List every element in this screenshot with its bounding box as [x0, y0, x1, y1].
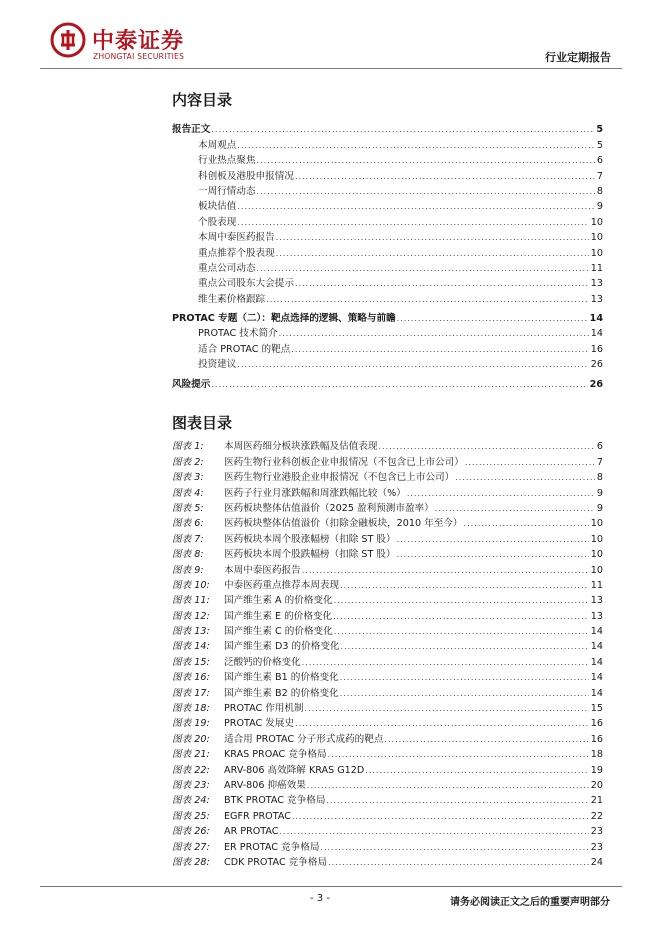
figure-entry-number: 图表 22:: [172, 764, 210, 776]
toc-leader-dots: [407, 488, 595, 500]
figure-entry-label: ARV-806 高效降解 KRAS G12D: [224, 764, 365, 776]
toc-entry-page: 26: [589, 378, 603, 390]
toc-leader-dots: [340, 672, 589, 684]
figure-entry-page: 14: [590, 626, 603, 638]
toc-entry-label: 一周行情动态: [198, 185, 256, 197]
figure-entry[interactable]: [172, 530, 603, 545]
figure-entry-number: 图表 6:: [172, 518, 204, 530]
toc-entry[interactable]: [172, 167, 603, 182]
figure-entry-number: 图表 18:: [172, 703, 210, 715]
toc-leader-dots: [340, 580, 589, 592]
figure-entry-label: ARV-806 抑癌效果: [224, 779, 306, 791]
figure-entry-page: 13: [590, 610, 603, 622]
toc-leader-dots: [328, 749, 589, 761]
toc-leader-dots: [279, 328, 589, 340]
toc-entry-page: 5: [596, 139, 603, 151]
figure-entry-label: 中泰医药重点推荐本周表现: [224, 579, 340, 591]
figure-entry[interactable]: [172, 761, 603, 776]
figure-entry[interactable]: [172, 777, 603, 792]
toc-entry-label: 本周中泰医药报告: [198, 232, 275, 244]
figure-entry-page: 14: [590, 641, 603, 653]
figure-entry-page: 23: [590, 841, 603, 853]
figure-entry-page: 16: [590, 718, 603, 730]
figure-entry-page: 21: [590, 795, 603, 807]
figure-entry-page: 9: [596, 502, 603, 514]
figure-entry-number: 图表 4:: [172, 487, 204, 499]
figure-entry-number: 图表 12:: [172, 610, 210, 622]
toc-entry[interactable]: [172, 375, 603, 390]
toc-entry-page: 26: [590, 359, 603, 371]
toc-entry[interactable]: [172, 244, 603, 259]
figure-entry[interactable]: [172, 653, 603, 668]
figure-entry-page: 14: [590, 687, 603, 699]
figure-entry[interactable]: [172, 730, 603, 745]
toc-leader-dots: [341, 641, 589, 653]
toc-entry-page: 14: [589, 313, 603, 325]
header-divider: [40, 68, 622, 69]
figure-entry-page: 10: [590, 518, 603, 530]
toc-leader-dots: [295, 278, 589, 290]
toc-entry-label: 板块估值: [198, 201, 237, 213]
figure-entry-label: PROTAC 作用机制: [224, 703, 304, 715]
figure-entry-label: 医药板块整体估值溢价（扣除金融板块，2010 年至今）: [224, 518, 463, 530]
toc-entry[interactable]: [172, 213, 603, 228]
toc-entry-page: 5: [596, 124, 603, 136]
figure-entry-page: 15: [590, 703, 603, 715]
figure-entry-number: 图表 27:: [172, 841, 210, 853]
toc-leader-dots: [237, 217, 588, 229]
toc-entry[interactable]: [172, 325, 603, 340]
figure-entry-number: 图表 23:: [172, 779, 210, 791]
figure-entry[interactable]: [172, 469, 603, 484]
figure-entry-page: 13: [590, 595, 603, 607]
toc-leader-dots: [257, 263, 589, 275]
toc-leader-dots: [292, 811, 589, 823]
figure-entry-label: EGFR PROTAC: [224, 810, 291, 822]
figure-entry-number: 图表 26:: [172, 826, 210, 838]
toc-leader-dots: [334, 626, 589, 638]
toc-entry[interactable]: [172, 183, 603, 198]
figures-list: [172, 438, 603, 869]
toc-entry-label: 重点公司动态: [198, 262, 256, 274]
figure-entry-label: 医药生物行业科创板企业申报情况（不包含已上市公司）: [224, 456, 464, 468]
toc-leader-dots: [320, 842, 588, 854]
toc-leader-dots: [333, 611, 589, 623]
figures-title: 图表目录: [172, 414, 233, 432]
toc-entry-label: 适合 PROTAC 的靶点: [198, 343, 291, 355]
figure-entry-page: 23: [590, 826, 603, 838]
toc-entry-label: 本周观点: [198, 139, 237, 151]
toc-entry-page: 11: [590, 262, 603, 274]
toc-leader-dots: [465, 457, 595, 469]
figure-entry-page: 10: [590, 549, 603, 561]
toc-leader-dots: [237, 140, 595, 152]
figure-entry[interactable]: [172, 669, 603, 684]
toc-entry-label: PROTAC 专题（二）：靶点选择的逻辑、策略与前瞻: [172, 313, 396, 325]
toc-entry[interactable]: [172, 152, 603, 167]
toc-leader-dots: [237, 359, 588, 371]
toc-leader-dots: [435, 503, 595, 515]
toc-entry-page: 13: [590, 293, 603, 305]
figure-entry-label: 泛酸钙的价格变化: [224, 656, 301, 668]
figure-entry-page: 14: [590, 656, 603, 668]
toc-leader-dots: [302, 565, 589, 577]
toc-leader-dots: [237, 201, 595, 213]
figure-entry-page: 6: [596, 441, 603, 453]
logo-text-en: ZHONGTAI SECURITIES: [93, 52, 185, 61]
toc-entry-page: 13: [590, 278, 603, 290]
figure-entry-page: 14: [590, 672, 603, 684]
toc-leader-dots: [397, 534, 589, 546]
figure-entry-page: 19: [590, 764, 603, 776]
figure-entry[interactable]: [172, 792, 603, 807]
figure-entry-label: 国产维生素 E 的价格变化: [224, 610, 333, 622]
figure-entry[interactable]: [172, 700, 603, 715]
toc-leader-dots: [384, 734, 588, 746]
figure-entry[interactable]: [172, 561, 603, 576]
toc-entry-page: 9: [596, 201, 603, 213]
toc-leader-dots: [302, 657, 589, 669]
toc-leader-dots: [291, 344, 589, 356]
figure-entry-label: AR PROTAC: [224, 826, 279, 838]
toc-leader-dots: [266, 294, 589, 306]
toc-entry-label: PROTAC 技术简介: [198, 328, 278, 340]
toc-leader-dots: [397, 313, 588, 325]
toc-leader-dots: [276, 232, 589, 244]
figure-entry-label: CDK PROTAC 竞争格局: [224, 856, 328, 868]
toc-entry-page: 10: [590, 216, 603, 228]
figure-entry[interactable]: [172, 607, 603, 622]
figure-entry-number: 图表 19:: [172, 718, 210, 730]
toc-entry[interactable]: [172, 340, 603, 355]
figure-entry-number: 图表 7:: [172, 533, 204, 545]
toc-entry-label: 风险提示: [172, 378, 211, 390]
figure-entry-label: 医药板块本周个股跌幅榜（扣除 ST 股）: [224, 549, 396, 561]
toc-entry-page: 10: [590, 232, 603, 244]
toc-entry[interactable]: [172, 229, 603, 244]
figure-entry-number: 图表 8:: [172, 549, 204, 561]
figure-entry-number: 图表 1:: [172, 441, 204, 453]
figure-entry[interactable]: [172, 453, 603, 468]
figure-entry[interactable]: [172, 546, 603, 561]
page-header: [0, 0, 662, 70]
toc-leader-dots: [365, 765, 589, 777]
toc-entry[interactable]: [172, 121, 603, 136]
figure-entry-label: 本周医药细分板块涨跌幅及估值表现: [224, 441, 378, 453]
toc-entry-page: 16: [590, 343, 603, 355]
figure-entry[interactable]: [172, 438, 603, 453]
toc-entry-label: 重点公司股东大会提示: [198, 278, 294, 290]
figure-entry[interactable]: [172, 484, 603, 499]
figure-entry-number: 图表 13:: [172, 626, 210, 638]
figure-entry[interactable]: [172, 515, 603, 530]
figure-entry[interactable]: [172, 500, 603, 515]
figure-entry-label: 医药板块整体估值溢价（2025 盈利预测市盈率）: [224, 502, 434, 514]
figure-entry-page: 10: [590, 564, 603, 576]
figure-entry-page: 8: [596, 472, 603, 484]
figure-entry-label: BTK PROTAC 竞争格局: [224, 795, 326, 807]
figure-entry-label: 医药子行业月涨跌幅和周涨跌幅比较（%）: [224, 487, 406, 499]
figure-entry-number: 图表 14:: [172, 641, 210, 653]
toc-leader-dots: [295, 171, 595, 183]
figure-entry[interactable]: [172, 838, 603, 853]
figure-entry-label: KRAS PROAC 竞争格局: [224, 749, 327, 761]
toc-entry[interactable]: [172, 260, 603, 275]
figure-entry[interactable]: [172, 577, 603, 592]
figure-entry[interactable]: [172, 623, 603, 638]
figure-entry-label: 国产维生素 A 的价格变化: [224, 595, 333, 607]
toc-leader-dots: [280, 826, 589, 838]
toc-leader-dots: [276, 248, 589, 260]
figure-entry-number: 图表 24:: [172, 795, 210, 807]
toc-entry-label: 投资建议: [198, 359, 237, 371]
toc-entry[interactable]: [172, 290, 603, 305]
toc-leader-dots: [307, 780, 589, 792]
toc-entry-page: 10: [590, 247, 603, 259]
toc-entry[interactable]: [172, 356, 603, 371]
figure-entry-label: ER PROTAC 竞争格局: [224, 841, 320, 853]
figure-entry[interactable]: [172, 823, 603, 838]
toc-leader-dots: [397, 549, 589, 561]
figure-entry-number: 图表 16:: [172, 672, 210, 684]
toc-entry-label: 重点推荐个股表现: [198, 247, 275, 259]
figure-entry-number: 图表 21:: [172, 749, 210, 761]
toc-leader-dots: [211, 124, 594, 136]
contents-list: [172, 121, 603, 391]
figure-entry-number: 图表 28:: [172, 856, 210, 868]
toc-leader-dots: [379, 441, 595, 453]
toc-leader-dots: [305, 703, 589, 715]
toc-entry-label: 行业热点聚焦: [198, 155, 256, 167]
figure-entry-page: 7: [596, 456, 603, 468]
contents-title: 内容目录: [172, 91, 233, 109]
logo-text-cn: 中泰证券: [92, 28, 185, 54]
toc-leader-dots: [257, 186, 595, 198]
figure-entry-page: 9: [596, 487, 603, 499]
figure-entry[interactable]: [172, 684, 603, 699]
figure-entry-number: 图表 15:: [172, 656, 210, 668]
figure-entry[interactable]: [172, 807, 603, 822]
figure-entry-number: 图表 3:: [172, 472, 204, 484]
figure-entry-page: 24: [590, 856, 603, 868]
toc-entry[interactable]: [172, 198, 603, 213]
figure-entry-label: 国产维生素 C 的价格变化: [224, 626, 333, 638]
zhongtai-logo-icon: [50, 22, 86, 58]
toc-leader-dots: [326, 795, 588, 807]
figure-entry-label: 本周中泰医药报告: [224, 564, 301, 576]
toc-entry[interactable]: [172, 275, 603, 290]
figure-entry-page: 18: [590, 749, 603, 761]
figure-entry[interactable]: [172, 746, 603, 761]
figure-entry-label: 国产维生素 B1 的价格变化: [224, 672, 339, 684]
toc-entry-label: 维生素价格跟踪: [198, 293, 266, 305]
figure-entry-page: 20: [590, 779, 603, 791]
figure-entry-number: 图表 17:: [172, 687, 210, 699]
toc-entry-page: 6: [596, 155, 603, 167]
figure-entry[interactable]: [172, 638, 603, 653]
figure-entry-label: 国产维生素 D3 的价格变化: [224, 641, 340, 653]
footer-disclaimer: 请务必阅读正文之后的重要声明部分: [450, 897, 610, 908]
figure-entry[interactable]: [172, 592, 603, 607]
figure-entry-page: 10: [590, 533, 603, 545]
toc-entry-page: 8: [596, 185, 603, 197]
toc-entry-label: 报告正文: [172, 124, 211, 136]
figure-entry[interactable]: [172, 854, 603, 869]
figure-entry-number: 图表 10:: [172, 579, 210, 591]
toc-entry-page: 7: [596, 170, 603, 182]
report-type: 行业定期报告: [545, 51, 611, 64]
toc-entry-page: 14: [590, 328, 603, 340]
figure-entry-number: 图表 20:: [172, 733, 210, 745]
figure-entry[interactable]: [172, 715, 603, 730]
toc-entry-label: 科创板及港股申报情况: [198, 170, 294, 182]
toc-leader-dots: [295, 718, 589, 730]
figure-entry-label: 医药板块本周个股涨幅榜（扣除 ST 股）: [224, 533, 396, 545]
figure-entry-number: 图表 25:: [172, 810, 210, 822]
toc-entry-label: 个股表现: [198, 216, 237, 228]
figure-entry-number: 图表 2:: [172, 456, 204, 468]
toc-leader-dots: [340, 688, 589, 700]
figure-entry-number: 图表 9:: [172, 564, 204, 576]
figure-entry-label: 国产维生素 B2 的价格变化: [224, 687, 339, 699]
toc-entry[interactable]: [172, 310, 603, 325]
footer-divider: [40, 886, 622, 887]
page-number: - 3 -: [310, 893, 330, 904]
figure-entry-label: PROTAC 发展史: [224, 718, 295, 730]
toc-leader-dots: [464, 518, 589, 530]
figure-entry-label: 医药生物行业港股企业申报情况（不包含已上市公司）: [224, 472, 455, 484]
figure-entry-page: 16: [590, 733, 603, 745]
toc-leader-dots: [257, 155, 595, 167]
toc-leader-dots: [328, 857, 589, 869]
figure-entry-page: 11: [590, 579, 603, 591]
toc-entry[interactable]: [172, 136, 603, 151]
toc-leader-dots: [334, 595, 589, 607]
figure-entry-number: 图表 5:: [172, 502, 204, 514]
toc-leader-dots: [455, 472, 595, 484]
figure-entry-page: 22: [590, 810, 603, 822]
toc-leader-dots: [211, 379, 587, 391]
figure-entry-label: 适合用 PROTAC 分子形式成药的靶点: [224, 733, 384, 745]
figure-entry-number: 图表 11:: [172, 595, 210, 607]
